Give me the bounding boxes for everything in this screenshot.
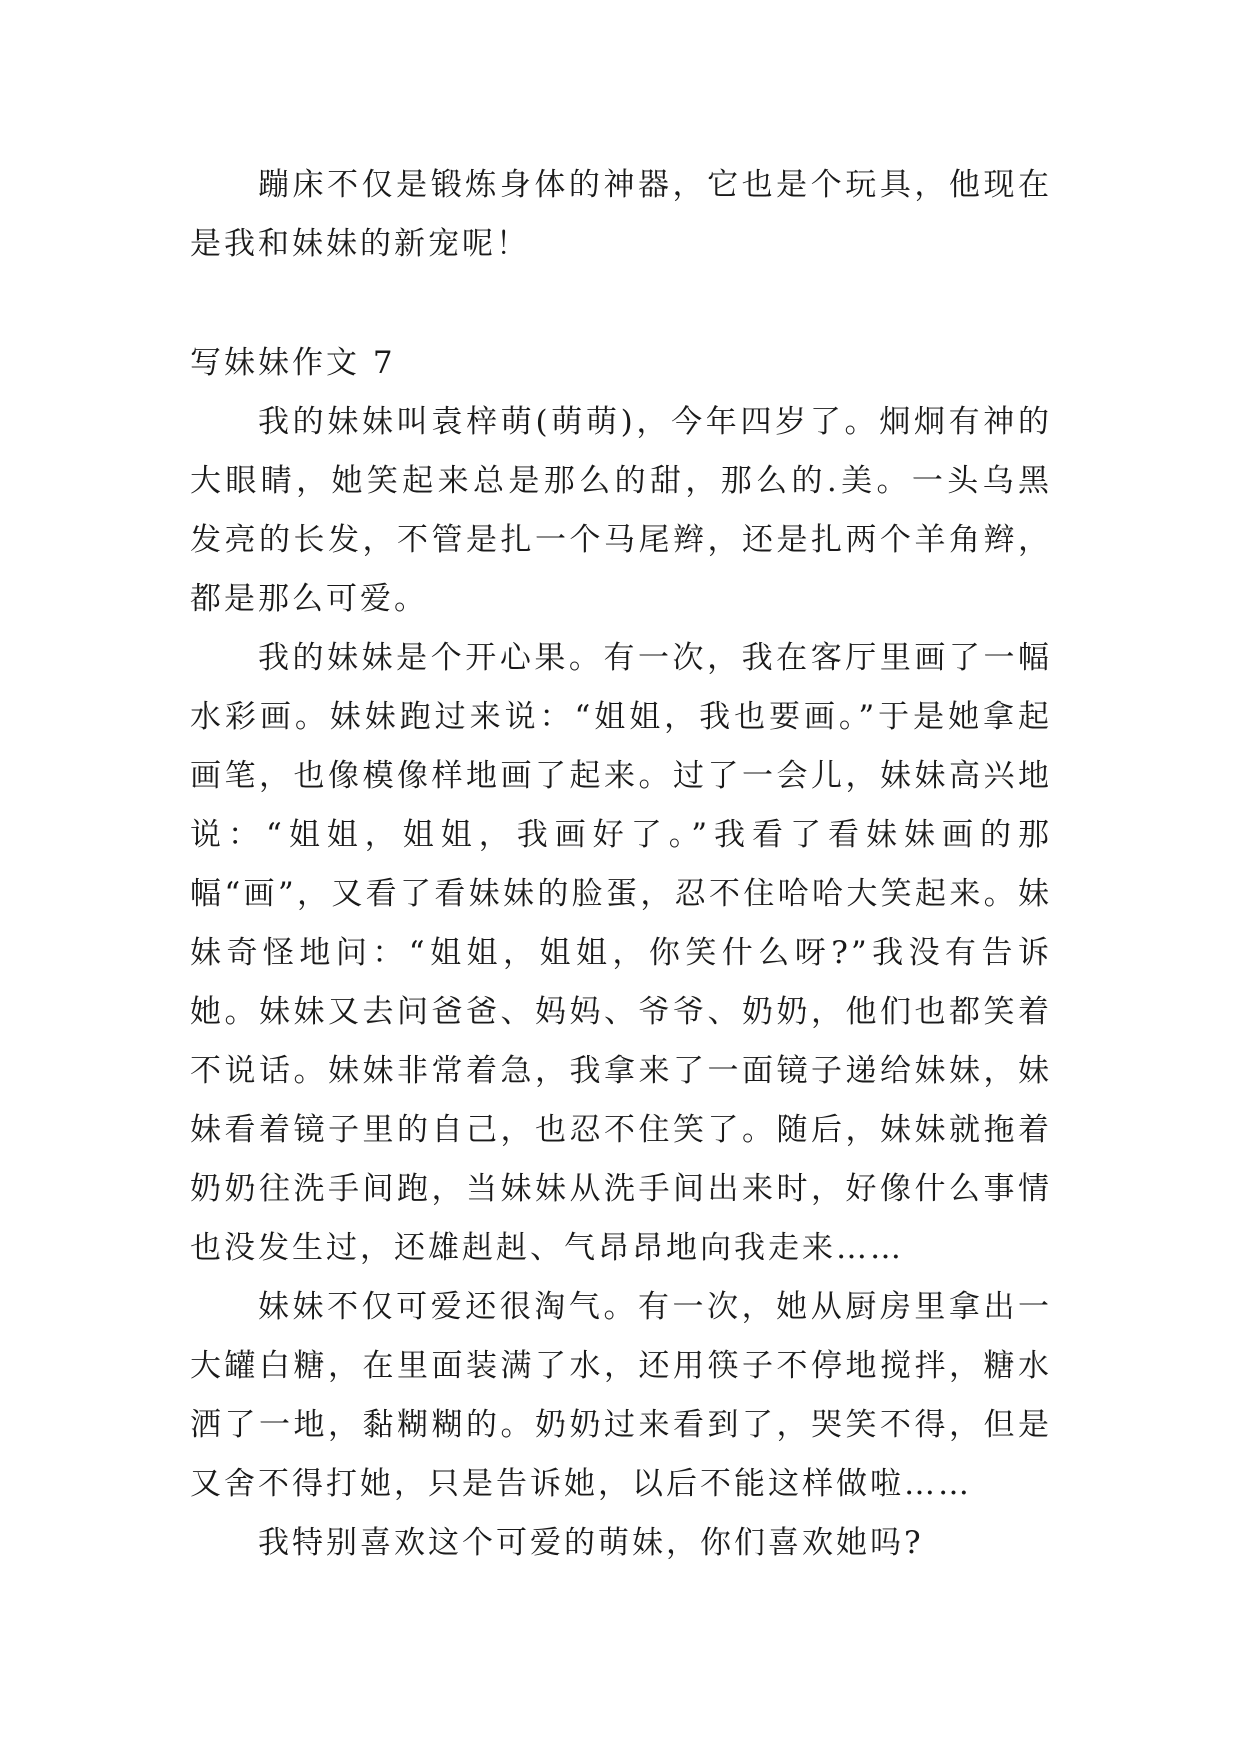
paragraph: 我的妹妹叫袁梓萌(萌萌)，今年四岁了。炯炯有神的大眼睛，她笑起来总是那么的甜，那么的.美。一头乌黑发亮的长发，不管是扎一个马尾辫，还是扎两个羊角辫，都是那么可爱。 — [190, 404, 1052, 617]
paragraph: 妹妹不仅可爱还很淘气。有一次，她从厨房里拿出一大罐白糖，在里面装满了水，还用筷子不停地搅拌，糖水洒了一地，黏糊糊的。奶奶过来看到了，哭笑不得，但是又舍不得打她，只是告诉她，以后不能这样做啦…… — [190, 1289, 1052, 1502]
paragraph: 我的妹妹是个开心果。有一次，我在客厅里画了一幅水彩画。妹妹跑过来说：“姐姐，我也要画。”于是她拿起画笔，也像模像样地画了起来。过了一会儿，妹妹高兴地说：“姐姐，姐姐，我画好了。”我看了看妹妹画的那幅“画”，又看了看妹妹的脸蛋，忍不住哈哈大笑起来。妹妹奇怪地问：“姐姐，姐姐，你笑什么呀?”我没有告诉她。妹妹又去问爸爸、妈妈、爷爷、奶奶，他们也都笑着不说话。妹妹非常着急，我拿来了一面镜子递给妹妹，妹妹看着镜子里的自己，也忍不住笑了。随后，妹妹就拖着奶奶往洗手间跑，当妹妹从洗手间出来时，好像什么事情也没发生过，还雄赳赳、气昂昂地向我走来…… — [190, 640, 1052, 1266]
essay-section — [190, 334, 1052, 1573]
top-paragraph: 蹦床不仅是锻炼身体的神器，它也是个玩具，他现在是我和妹妹的新宠呢！ — [190, 167, 1052, 262]
paragraph: 我特别喜欢这个可爱的萌妹，你们喜欢她吗? — [258, 1525, 924, 1561]
top-text-block — [190, 156, 1052, 274]
section-title: 写妹妹作文 7 — [190, 345, 396, 381]
